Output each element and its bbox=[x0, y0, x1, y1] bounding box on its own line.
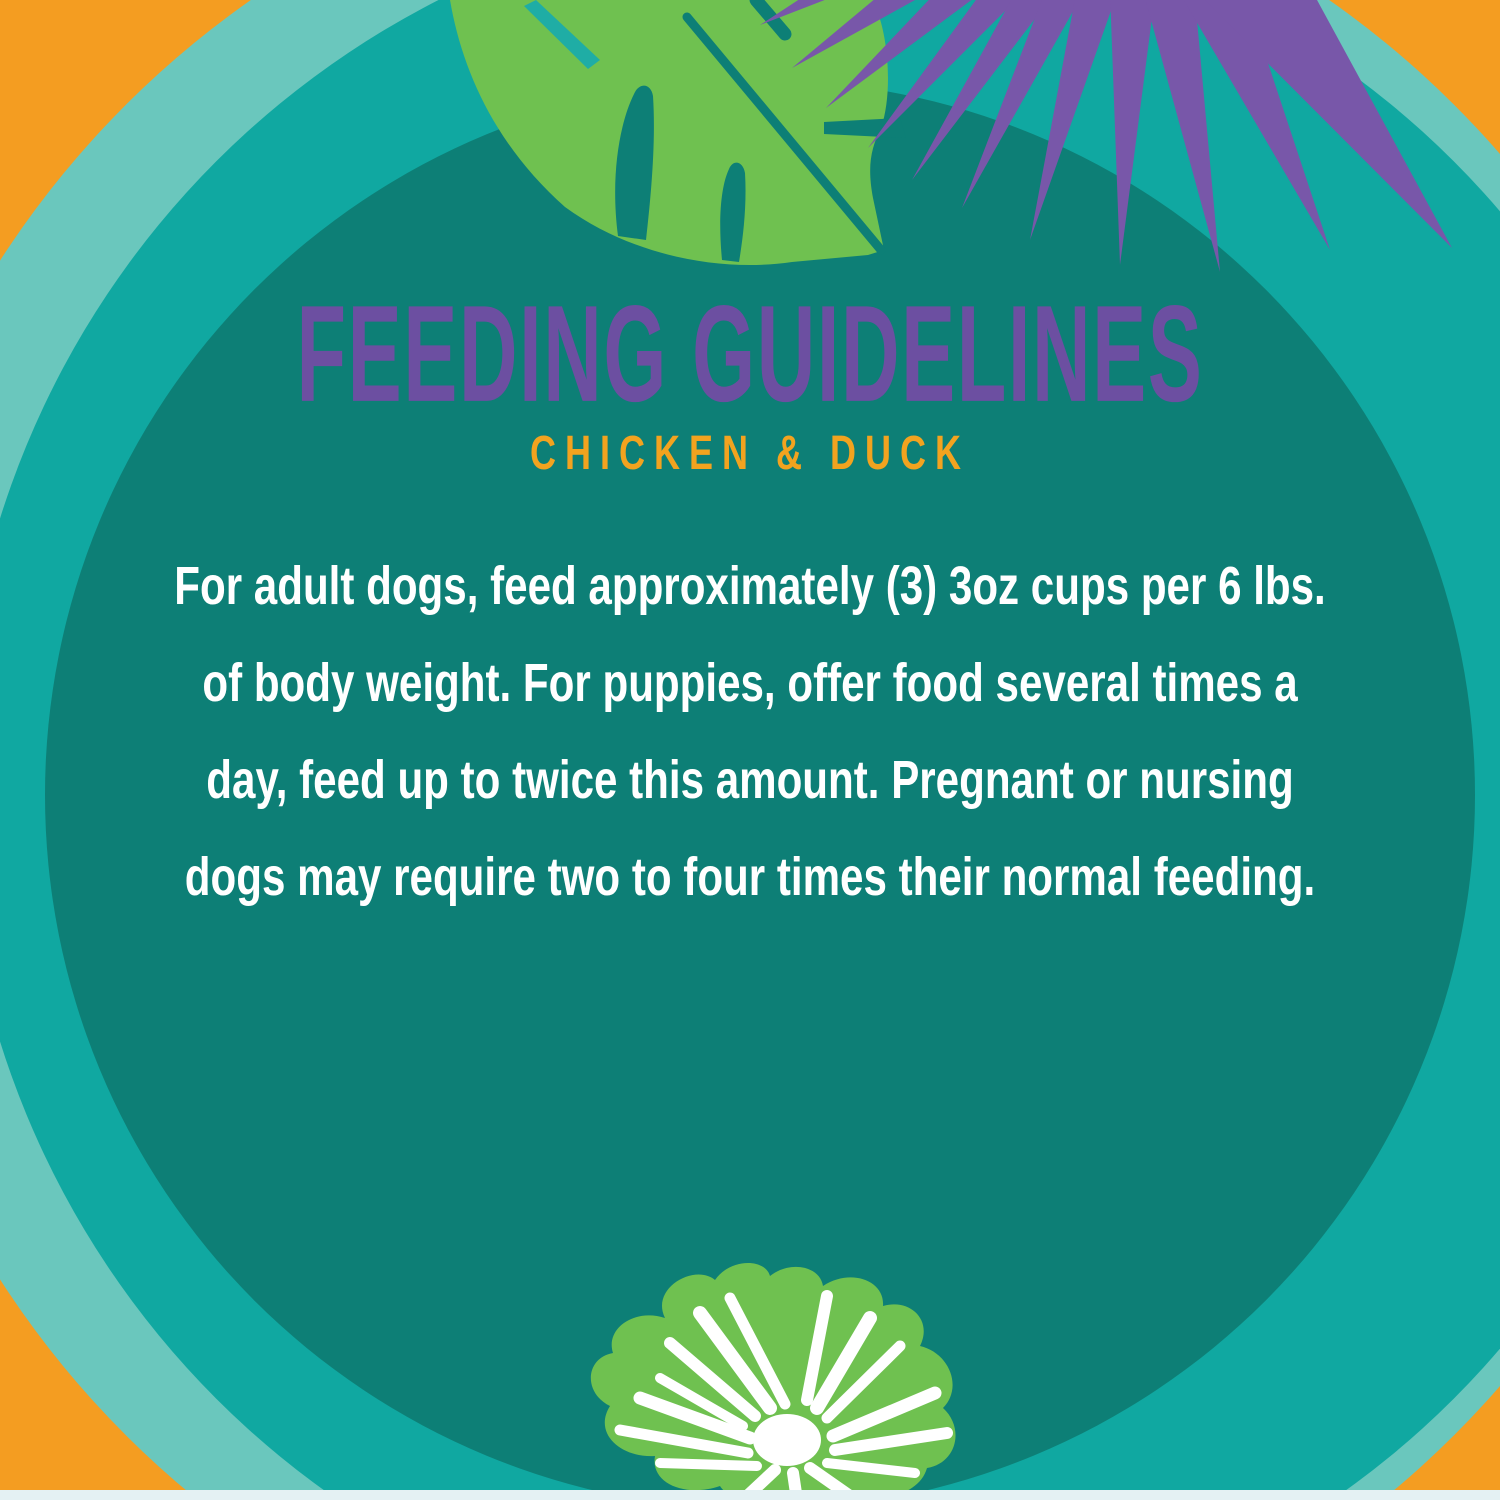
instructions-line-1: For adult dogs, feed approximately (3) 3oz cups per 6 lbs. bbox=[174, 556, 1326, 616]
instructions-line-2: of body weight. For puppies, offer food several times a bbox=[202, 653, 1298, 713]
palm-leaf-icon bbox=[740, 0, 1500, 300]
hibiscus-flower-icon bbox=[565, 1258, 1005, 1500]
instructions-line-4: dogs may require two to four times their normal feeding. bbox=[184, 847, 1316, 907]
instructions-line-3: day, feed up to twice this amount. Pregnant or nursing bbox=[206, 750, 1294, 810]
page-title: FEEDING GUIDELINES bbox=[296, 278, 1204, 432]
feeding-instructions bbox=[0, 538, 1500, 926]
flavor-subtitle: CHICKEN & DUCK bbox=[529, 427, 970, 480]
bottom-edge-strip bbox=[0, 1490, 1500, 1500]
